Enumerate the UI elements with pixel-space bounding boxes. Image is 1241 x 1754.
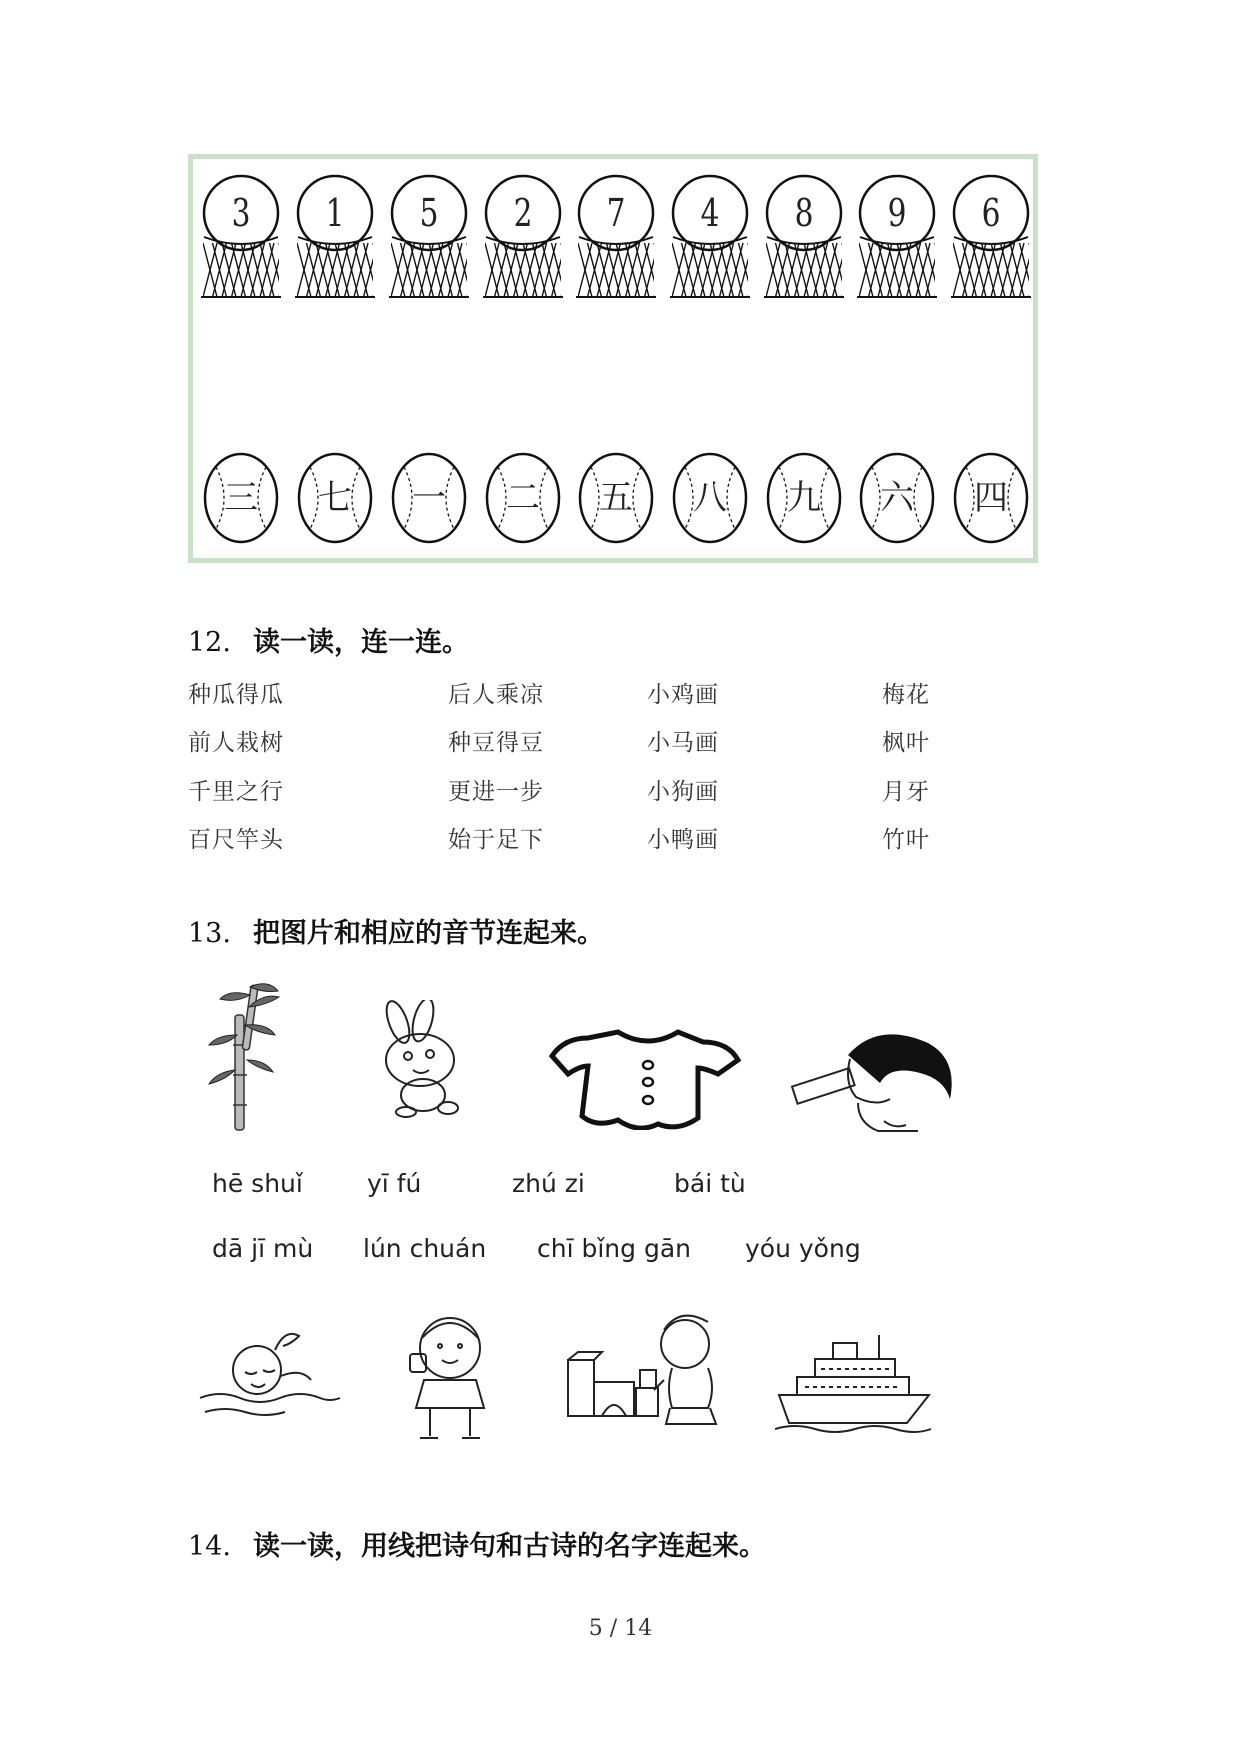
number-hoop[interactable] — [483, 173, 563, 301]
building-blocks-picture — [560, 1310, 730, 1430]
hanzi-ball[interactable] — [484, 451, 562, 545]
hanzi-label: 四 — [974, 478, 1008, 518]
page-number: 5 / 14 — [588, 1616, 653, 1641]
question-number: 14. — [188, 1531, 231, 1562]
match-word[interactable]: 更进一步 — [448, 779, 544, 805]
hanzi-label: 七 — [318, 478, 352, 518]
hanzi-ball[interactable] — [858, 451, 936, 545]
match-word[interactable]: 百尺竿头 — [188, 827, 284, 853]
question-text: 读一读，连一连。 — [252, 627, 469, 658]
pinyin-syllable[interactable]: zhú zi — [512, 1169, 585, 1198]
match-word[interactable]: 竹叶 — [882, 827, 930, 853]
pinyin-syllable[interactable]: yóu yǒng — [745, 1234, 861, 1263]
number-hoop[interactable] — [857, 173, 937, 301]
number-hanzi-matching-box — [188, 154, 1038, 563]
question-text: 读一读，用线把诗句和古诗的名字连起来。 — [252, 1531, 766, 1562]
number-label: 2 — [513, 191, 533, 235]
match-word[interactable]: 千里之行 — [188, 779, 284, 805]
eating-biscuit-picture — [390, 1310, 510, 1445]
number-label: 9 — [887, 191, 907, 235]
swimming-picture — [195, 1320, 345, 1420]
pinyin-syllable[interactable]: hē shuǐ — [212, 1169, 303, 1198]
clothes-picture — [548, 1020, 748, 1130]
hanzi-ball[interactable] — [671, 451, 749, 545]
hanzi-label: 三 — [224, 478, 258, 518]
number-label: 3 — [231, 191, 251, 235]
question-13-title — [188, 911, 604, 950]
question-text: 把图片和相应的音节连起来。 — [252, 918, 604, 949]
number-label: 7 — [606, 191, 626, 235]
match-word[interactable]: 始于足下 — [448, 827, 544, 853]
question-14-title — [188, 1524, 766, 1563]
match-word[interactable]: 后人乘凉 — [448, 682, 544, 708]
hanzi-ball[interactable] — [296, 451, 374, 545]
pinyin-syllable[interactable]: bái tù — [674, 1169, 746, 1198]
question-12-title — [188, 620, 469, 659]
number-hoop[interactable] — [951, 173, 1031, 301]
hanzi-ball[interactable] — [577, 451, 655, 545]
match-word[interactable]: 枫叶 — [882, 730, 930, 756]
number-hoop[interactable] — [295, 173, 375, 301]
pinyin-syllable[interactable]: dā jī mù — [212, 1234, 314, 1263]
ship-picture — [775, 1325, 935, 1435]
match-word[interactable]: 前人栽树 — [188, 730, 284, 756]
bamboo-picture — [205, 975, 285, 1135]
number-label: 6 — [981, 191, 1001, 235]
number-label: 4 — [700, 191, 720, 235]
match-word[interactable]: 种瓜得瓜 — [188, 682, 284, 708]
hanzi-label: 九 — [787, 478, 821, 518]
hanzi-ball[interactable] — [390, 451, 468, 545]
question-number: 12. — [188, 627, 231, 658]
hanzi-ball[interactable] — [765, 451, 843, 545]
hanzi-label: 八 — [693, 478, 727, 518]
match-word[interactable]: 种豆得豆 — [448, 730, 544, 756]
hanzi-label: 六 — [880, 478, 914, 518]
match-word[interactable]: 小狗画 — [647, 779, 719, 805]
pinyin-syllable[interactable]: chī bǐng gān — [537, 1234, 691, 1263]
number-hoop[interactable] — [576, 173, 656, 301]
hanzi-label: 一 — [412, 478, 446, 518]
rabbit-picture — [368, 1000, 498, 1120]
match-word[interactable]: 月牙 — [882, 779, 930, 805]
match-word[interactable]: 小鸡画 — [647, 682, 719, 708]
number-label: 1 — [325, 191, 345, 235]
question-number: 13. — [188, 918, 231, 949]
number-hoop[interactable] — [389, 173, 469, 301]
drinking-water-picture — [788, 1025, 958, 1135]
hanzi-ball[interactable] — [952, 451, 1030, 545]
number-label: 8 — [794, 191, 814, 235]
pinyin-syllable[interactable]: yī fú — [367, 1169, 422, 1198]
number-label: 5 — [419, 191, 439, 235]
match-word[interactable]: 小鸭画 — [647, 827, 719, 853]
hanzi-ball[interactable] — [202, 451, 280, 545]
pinyin-syllable[interactable]: lún chuán — [363, 1234, 487, 1263]
hanzi-label: 二 — [506, 478, 540, 518]
match-word[interactable]: 小马画 — [647, 730, 719, 756]
number-hoop[interactable] — [670, 173, 750, 301]
number-hoop[interactable] — [201, 173, 281, 301]
match-word[interactable]: 梅花 — [882, 682, 930, 708]
hanzi-label: 五 — [599, 478, 633, 518]
number-hoop[interactable] — [764, 173, 844, 301]
